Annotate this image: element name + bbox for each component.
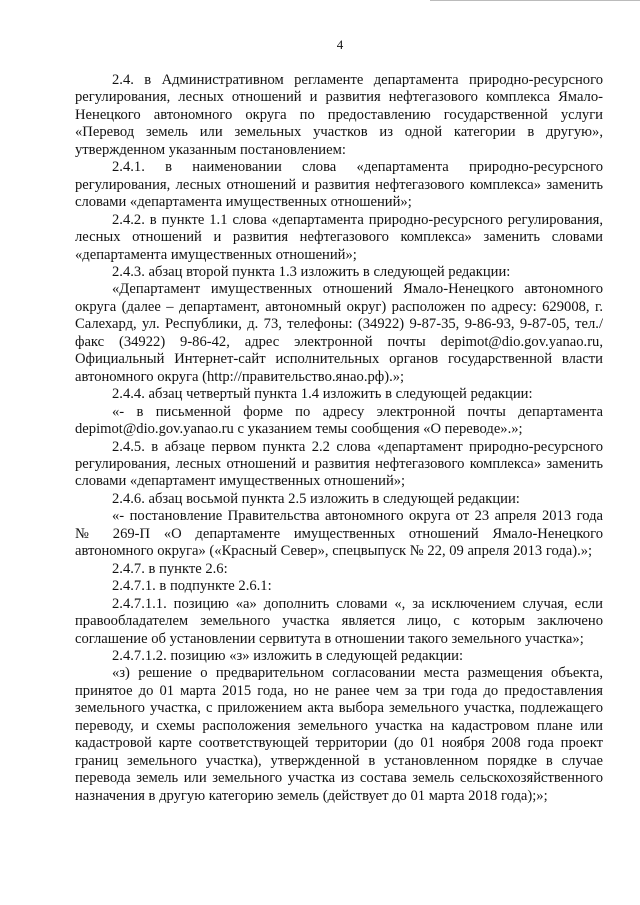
paragraph-2-4-5: 2.4.5. в абзаце первом пункта 2.2 слова «департамент природно-ресурсного регулирования, лесных отношений и развития нефтегазового комплекса» заменить словами «департамент имущественных отношений»; [75, 438, 603, 490]
scan-edge-mark [430, 0, 640, 7]
paragraph-2-4-4-quote: «- в письменной форме по адресу электронной почты департамента depimot@dio.gov.yanao.ru с указанием темы сообщения «О переводе».»; [75, 403, 603, 438]
paragraph-2-4-7-1-2: 2.4.7.1.2. позицию «з» изложить в следующей редакции: [112, 647, 464, 664]
paragraph-2-4-6-quote: «- постановление Правительства автономного округа от 23 апреля 2013 года № 269-П «О департаменте имущественных отношений Ямало-Ненецкого автономного округа» («Красный Север», спецвыпуск № 22, 09 апреля 2013 года).»; [75, 508, 603, 560]
paragraph-2-4-6: 2.4.6. абзац восьмой пункта 2.5 изложить в следующей редакции: [112, 490, 520, 507]
paragraph-2-4-7-1-2-quote: «з) решение о предварительном согласовании места размещения объекта, принятое до 01 марта 2015 года, но не ранее чем за три года до предоставления земельного участка, с приложением акта выбора земельного участка, подлежащего переводу, и схемы расположения земельного участка на кадастровом плане или кадастровой карте соответствующей территории (до 01 ноября 2008 года проект границ земельного участка), утвержденной в установленном порядке в случае перевода земель или земельного участка из состава земель сельскохозяйственного назначения в другую категорию земель (действует до 01 марта 2018 года);»; [75, 665, 603, 804]
document-body [75, 72, 603, 805]
paragraph-2-4-7-1-1: 2.4.7.1.1. позицию «а» дополнить словами «, за исключением случая, если правообладателем земельного участка является лицо, с которым заключено соглашение об установлении сервитута в отношении такого земельного участка»; [75, 595, 603, 647]
paragraph-2-4-2: 2.4.2. в пункте 1.1 слова «департамента природно-ресурсного регулирования, лесных отношений и развития нефтегазового комплекса» заменить словами «департамента имущественных отношений»; [75, 211, 603, 263]
paragraph-2-4-1: 2.4.1. в наименовании слова «департамента природно-ресурсного регулирования, лесных отношений и развития нефтегазового комплекса» заменить словами «департамента имущественных отношений»; [75, 159, 603, 211]
paragraph-2-4-3-quote: «Департамент имущественных отношений Ямало-Ненецкого автономного округа (далее – департамент, автономный округ) расположен по адресу: 629008, г. Салехард, ул. Республики, д. 73, телефоны: (34922) 9-87-35, 9-86-93, 9-87-05, тел./факс (34922) 9-86-42, адрес электронной почты depimot@dio.gov.yanao.ru, Официальный Интернет-сайт исполнительных органов государственной власти автономного округа (http://правительство.янао.рф).»; [75, 281, 603, 385]
paragraph-2-4-4: 2.4.4. абзац четвертый пункта 1.4 изложить в следующей редакции: [112, 386, 533, 403]
paragraph-2-4: 2.4. в Административном регламенте департамента природно-ресурсного регулирования, лесных отношений и развития нефтегазового комплекса Ямало-Ненецкого автономного округа по предоставлению государственной услуги «Перевод земель или земельных участков из одной категории в другую», утвержденном указанным постановлением: [75, 72, 603, 158]
paragraph-2-4-3: 2.4.3. абзац второй пункта 1.3 изложить в следующей редакции: [112, 263, 511, 280]
paragraph-2-4-7: 2.4.7. в пункте 2.6: [112, 560, 228, 577]
paragraph-2-4-7-1: 2.4.7.1. в подпункте 2.6.1: [112, 578, 272, 595]
page-number: 4 [336, 37, 344, 52]
